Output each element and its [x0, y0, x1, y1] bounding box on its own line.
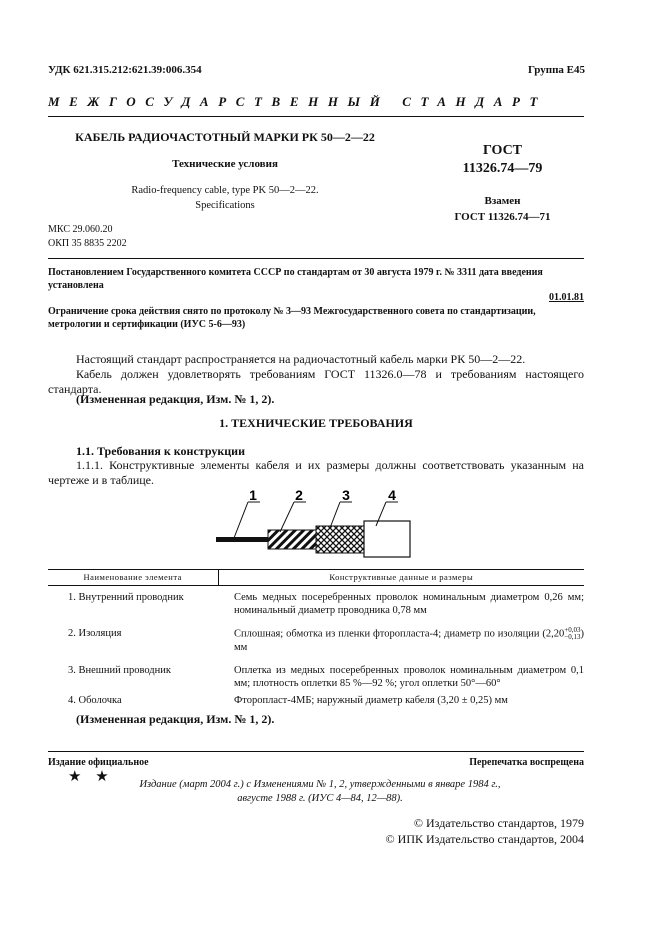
table-header-data: Конструктивные данные и размеры — [218, 570, 584, 586]
reprint-prohibited: Перепечатка воспрещена — [469, 757, 584, 768]
leader-line-3 — [330, 502, 340, 528]
intro-amendment: (Измененная редакция, Изм. № 1, 2). — [76, 392, 275, 406]
table-cell-desc: Фторопласт-4МБ; наружный диаметр кабеля (3,20 ± 0,25) мм — [234, 695, 508, 706]
footer-rule — [48, 751, 584, 752]
classification-codes — [48, 223, 127, 251]
group-code: Группа Е45 — [527, 64, 585, 76]
leader-line-2 — [280, 502, 294, 532]
diagram-label-4: 4 — [388, 487, 396, 503]
cable-diagram — [210, 486, 420, 560]
table-row — [48, 586, 584, 628]
intro-paragraph-2: Кабель должен удовлетворять требованиям ГОСТ 11326.0—78 и требованиям настоящего стандарта. — [48, 367, 584, 396]
gost-number: 11326.74—79 — [462, 161, 543, 176]
gost-label: ГОСТ — [482, 143, 523, 158]
table-cell-desc: Семь медных посеребренных проволок номинальным диаметром 0,26 мм; номинальный диаметр проводника 0,78 мм — [234, 592, 584, 616]
tolerance-plus: +0,03 — [564, 626, 581, 634]
diagram-label-2: 2 — [295, 487, 303, 503]
english-title — [60, 183, 390, 213]
okp-code: ОКП 35 8835 2202 — [48, 238, 127, 249]
document-subtitle: Технические условия — [172, 158, 278, 170]
header-rule — [48, 116, 584, 117]
table-cell-desc — [218, 627, 584, 664]
limit-removed-text: Ограничение срока действия снято по протоколу № 3—93 Межгосударственного совета по стандартизации, метрологии и сертификации (ИУС 5-6—93) — [48, 306, 536, 330]
table-cell-name: 2. Изоляция — [68, 628, 122, 639]
english-title-line2: Specifications — [195, 200, 255, 211]
english-title-line1: Radio-frequency cable, type PK 50—2—22. — [131, 185, 319, 196]
copyright-1979: © Издательство стандартов, 1979 — [413, 816, 584, 830]
udk-code: УДК 621.315.212:621.39:006.354 — [48, 64, 202, 76]
insulation-desc-a: Сплошная; обмотка из пленки фторопласта-4; диаметр по изоляции (2,20 — [234, 628, 565, 640]
decree-text: Постановлением Государственного комитета СССР по стандартам от 30 августа 1979 г. № 3311 дата введения установлена — [48, 267, 543, 291]
edition-note-line1: Издание (март 2004 г.) с Изменениями № 1, 2, утвержденными в январе 1984 г., — [139, 779, 501, 790]
insulation-desc-b: ) мм — [234, 628, 584, 653]
section-title: 1. ТЕХНИЧЕСКИЕ ТРЕБОВАНИЯ — [219, 416, 413, 430]
introduction-date: 01.01.81 — [549, 292, 584, 303]
construction-table — [48, 569, 584, 707]
replaced-standard — [420, 193, 585, 225]
replaced-label: Взамен — [484, 195, 521, 207]
stars-icon: ★ ★ — [68, 769, 114, 785]
copyright-2004: © ИПК Издательство стандартов, 2004 — [385, 832, 584, 846]
insulation-tolerance — [564, 627, 580, 641]
table-header-row — [48, 570, 584, 586]
standard-banner: МЕЖГОСУДАРСТВЕННЫЙ СТАНДАРТ — [48, 94, 548, 109]
table-row — [48, 627, 584, 664]
table-cell-name: 4. Оболочка — [68, 695, 122, 706]
leader-line-1 — [234, 502, 248, 538]
table-header-element: Наименование элемента — [48, 570, 218, 586]
intro-paragraph-1: Настоящий стандарт распространяется на радиочастотный кабель марки РК 50—2—22. — [76, 352, 526, 366]
edition-note-line2: августе 1988 г. (ИУС 4—84, 12—88). — [237, 793, 403, 804]
diagram-label-3: 3 — [342, 487, 350, 503]
insulation-shape — [268, 530, 318, 549]
table-cell-name: 3. Внешний проводник — [68, 665, 171, 676]
table-cell-desc: Оплетка из медных посеребренных проволок номинальным диаметром 0,1 мм; плотность оплетки 85 %—92 %; угол оплетки 50°—60° — [234, 665, 584, 689]
official-edition: Издание официальное — [48, 757, 149, 768]
document-title: КАБЕЛЬ РАДИОЧАСТОТНЫЙ МАРКИ РК 50—2—22 — [75, 130, 375, 144]
decree-rule — [48, 258, 584, 259]
outer-conductor-shape — [316, 526, 364, 553]
subsection-title: 1.1. Требования к конструкции — [76, 444, 246, 458]
table-amendment: (Измененная редакция, Изм. № 1, 2). — [76, 712, 275, 726]
clause-1-1-1: 1.1.1. Конструктивные элементы кабеля и их размеры должны соответствовать указанным на чертеже и в таблице. — [48, 458, 584, 487]
jacket-shape — [364, 521, 410, 557]
inner-conductor-shape — [216, 537, 270, 542]
table-cell-name: 1. Внутренний проводник — [68, 592, 184, 603]
edition-note — [100, 778, 540, 806]
table-row — [48, 694, 584, 707]
mks-code: МКС 29.060.20 — [48, 224, 113, 235]
tolerance-minus: −0,13 — [564, 633, 581, 641]
table-row — [48, 664, 584, 694]
replaced-number: ГОСТ 11326.74—71 — [454, 211, 551, 223]
diagram-label-1: 1 — [249, 487, 257, 503]
gost-number-block — [420, 142, 585, 178]
